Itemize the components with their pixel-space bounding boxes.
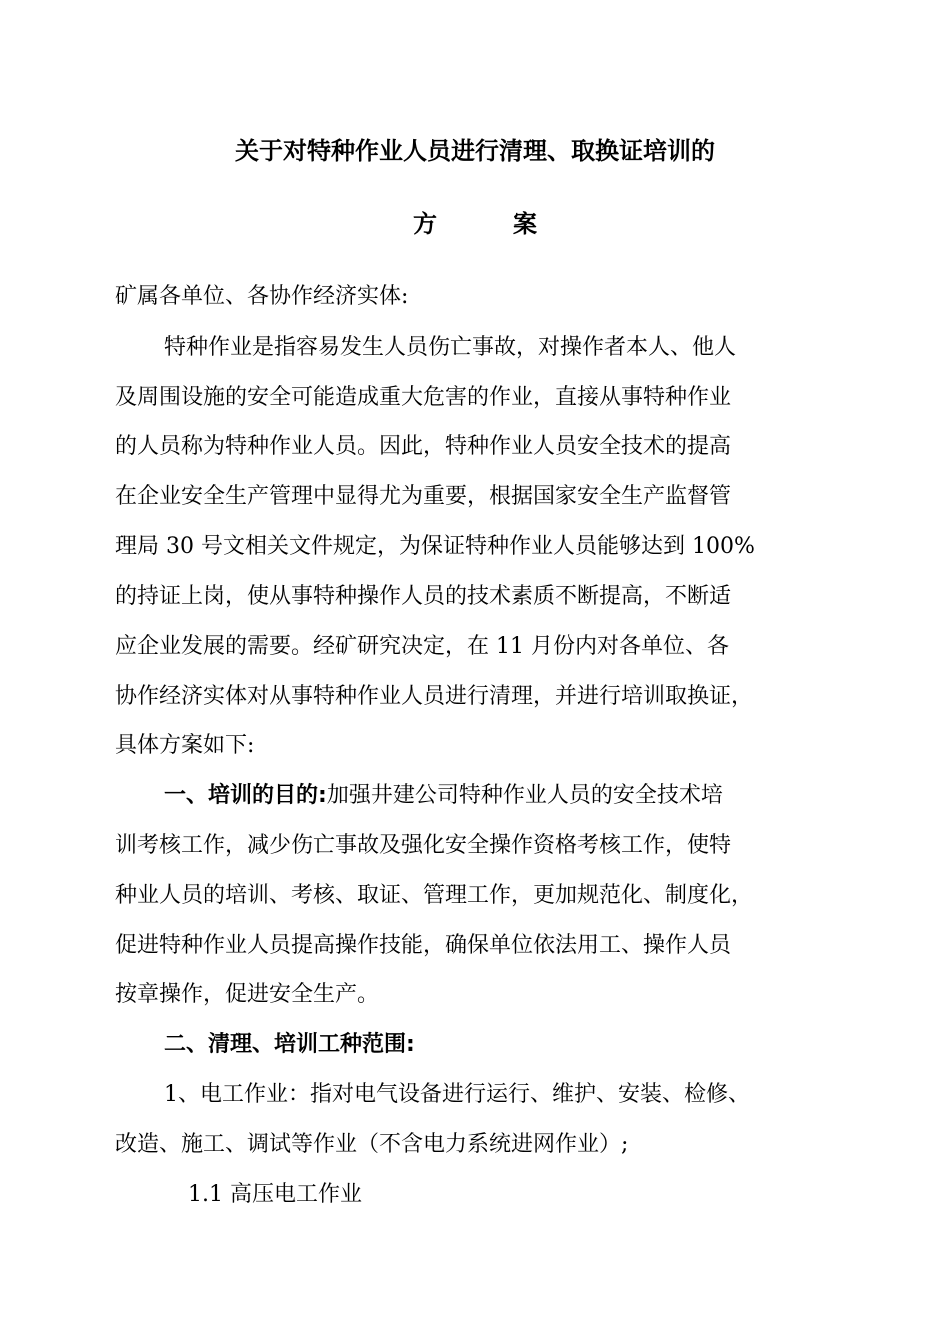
intro-line: 理局 30 号文相关文件规定，为保证特种作业人员能够达到 100% <box>115 534 755 559</box>
section2-heading: 二、清理、培训工种范围: <box>164 1032 415 1057</box>
intro-line: 协作经济实体对从事特种作业人员进行清理，并进行培训取换证， <box>115 684 754 709</box>
intro-line: 特种作业是指容易发生人员伤亡事故，对操作者本人、他人 <box>164 335 737 360</box>
document-title: 关于对特种作业人员进行清理、取换证培训的 <box>235 137 715 165</box>
section2-subitem: 1.1 高压电工作业 <box>188 1182 362 1207</box>
salutation: 矿属各单位、各协作经济实体: <box>115 284 409 309</box>
intro-line: 及周围设施的安全可能造成重大危害的作业，直接从事特种作业 <box>115 385 732 410</box>
intro-line: 应企业发展的需要。经矿研究决定，在 11 月份内对各单位、各 <box>115 634 729 659</box>
section2-item-line: 1、电工作业：指对电气设备进行运行、维护、安装、检修、 <box>164 1082 750 1107</box>
intro-line: 的人员称为特种作业人员。因此，特种作业人员安全技术的提高 <box>115 434 732 459</box>
section1-line: 促进特种作业人员提高操作技能，确保单位依法用工、操作人员 <box>115 933 732 958</box>
section1-line: 按章操作，促进安全生产。 <box>115 982 380 1007</box>
intro-line: 在企业安全生产管理中显得尤为重要，根据国家安全生产监督管 <box>115 484 732 509</box>
intro-line: 具体方案如下: <box>115 733 255 758</box>
section1-line: 种业人员的培训、考核、取证、管理工作，更加规范化、制度化， <box>115 883 754 908</box>
subtitle-char-2: 案 <box>513 210 537 238</box>
intro-line: 的持证上岗，使从事特种操作人员的技术素质不断提高，不断适 <box>115 584 732 609</box>
section1-first-text: 加强井建公司特种作业人员的安全技术培 <box>326 783 723 808</box>
section2-item-line: 改造、施工、调试等作业（不含电力系统进网作业）; <box>115 1132 629 1157</box>
section1-first-line <box>164 781 723 811</box>
subtitle-char-1: 方 <box>413 210 437 238</box>
section1-line: 训考核工作，减少伤亡事故及强化安全操作资格考核工作，使特 <box>115 833 732 858</box>
section1-heading: 一、培训的目的: <box>164 783 327 808</box>
document-subtitle <box>0 208 950 240</box>
